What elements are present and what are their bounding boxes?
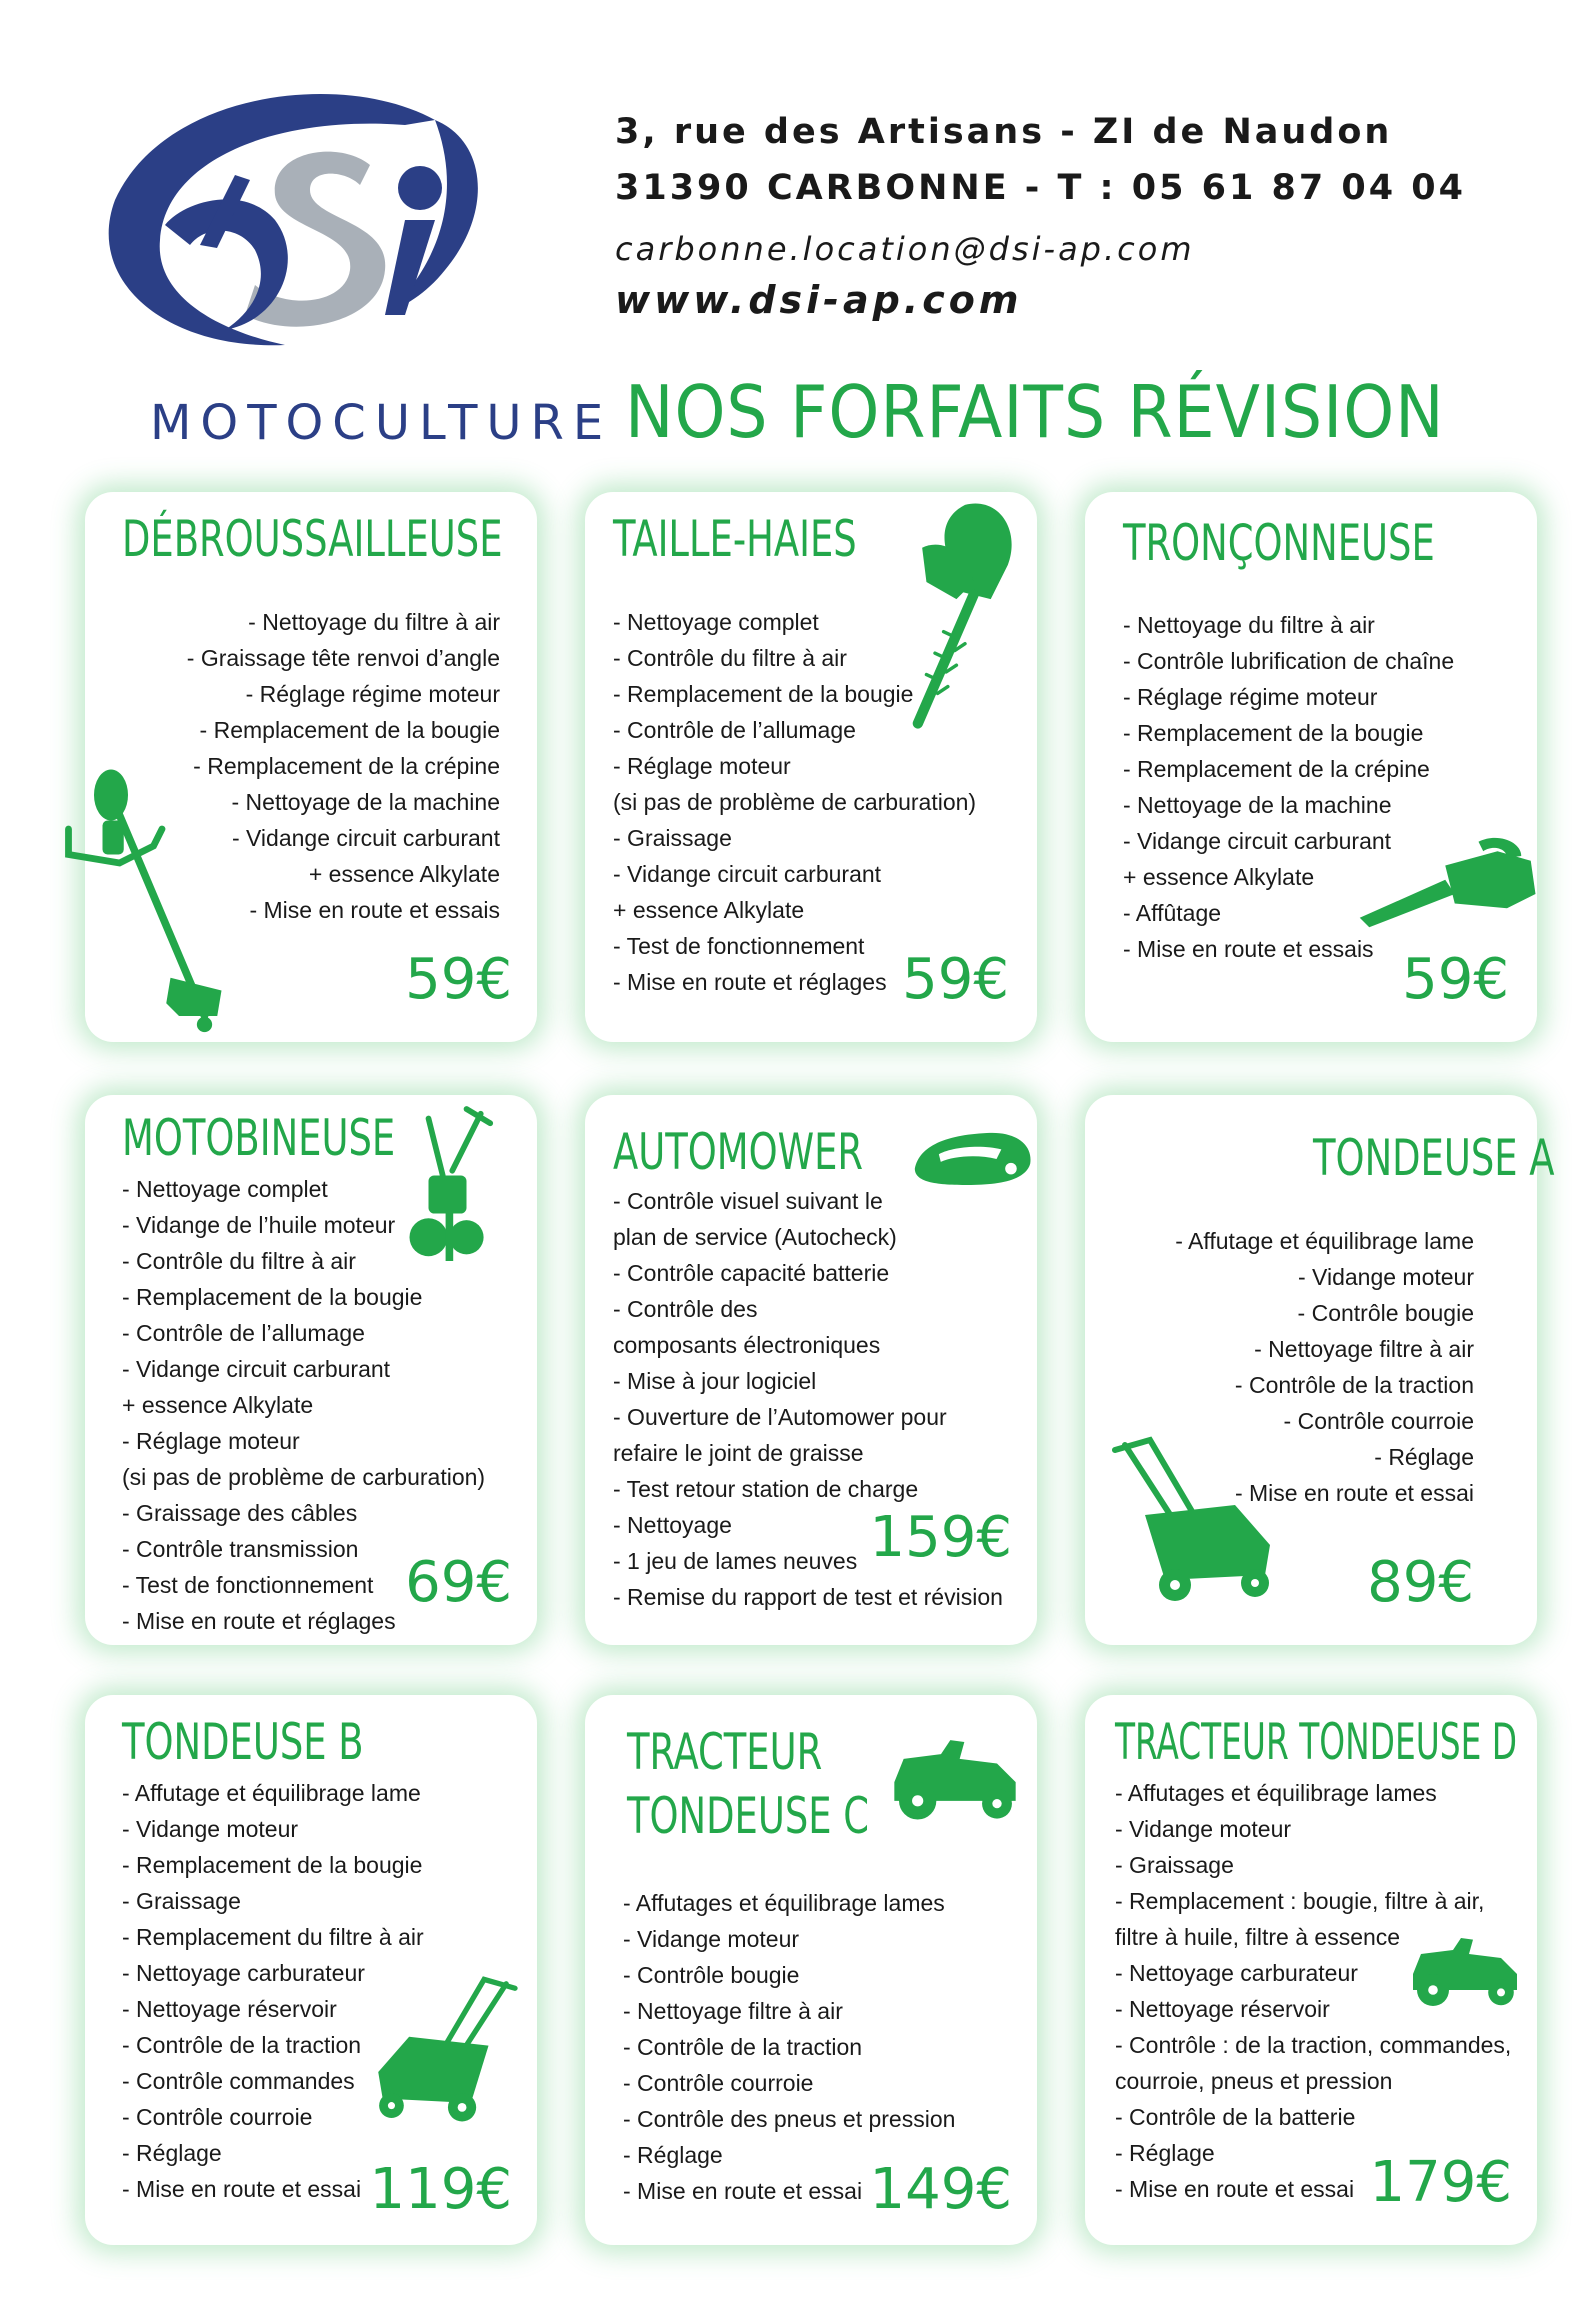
list-item: - Nettoyage de la machine <box>231 789 500 815</box>
card-title: TRONÇONNEUSE <box>1123 514 1435 572</box>
lawn-mower-icon <box>1105 1435 1295 1605</box>
list-item: - Mise à jour logiciel <box>613 1368 817 1394</box>
list-item: - Nettoyage carburateur <box>1115 1960 1358 1986</box>
dsi-logo <box>105 80 505 410</box>
list-item: - Réglage <box>623 2142 723 2168</box>
list-item: - Nettoyage <box>613 1512 732 1538</box>
card-automower <box>585 1095 1037 1645</box>
price: 59€ <box>902 947 1009 1012</box>
list-item: + essence Alkylate <box>613 897 805 923</box>
card-title-line-2: TONDEUSE C <box>627 1787 870 1845</box>
card-title-line-1: TRACTEUR <box>627 1723 823 1781</box>
price: 119€ <box>369 2157 512 2222</box>
list-item: - Réglage moteur <box>122 1428 300 1454</box>
list-item: - Affutage et équilibrage lame <box>122 1780 421 1806</box>
card-tracteur-d <box>1085 1695 1537 2245</box>
list-item: - Affûtage <box>1123 900 1222 926</box>
hedge-trimmer-icon <box>905 477 1025 747</box>
card-title: TONDEUSE A <box>1313 1129 1555 1187</box>
list-item: - Vidange moteur <box>623 1926 800 1952</box>
price: 69€ <box>405 1550 512 1615</box>
list-item: - Contrôle courroie <box>1283 1408 1474 1434</box>
list-item: - Remplacement de la bougie <box>199 717 500 743</box>
ride-on-mower-icon <box>885 1730 1025 1825</box>
list-item: - Contrôle courroie <box>122 2104 313 2130</box>
card-motobineuse <box>85 1095 537 1645</box>
list-item: - Contrôle transmission <box>122 1536 359 1562</box>
list-item: - Test de fonctionnement <box>122 1572 374 1598</box>
list-item: - Vidange moteur <box>122 1816 299 1842</box>
list-item: - Vidange circuit carburant <box>613 861 882 887</box>
list-item: - Remplacement de la bougie <box>613 681 914 707</box>
list-item: - Graissage <box>613 825 732 851</box>
card-title: TONDEUSE B <box>122 1713 364 1771</box>
list-item: - Nettoyage filtre à air <box>623 1998 843 2024</box>
list-item: - Remplacement du filtre à air <box>122 1924 424 1950</box>
chainsaw-icon <box>1355 837 1545 932</box>
list-item: - Réglage moteur <box>613 753 791 779</box>
list-item: - Nettoyage réservoir <box>122 1996 337 2022</box>
card-title: MOTOBINEUSE <box>122 1109 396 1167</box>
list-item: - Remise du rapport de test et révision <box>613 1584 1003 1610</box>
list-item: - Affutages et équilibrage lames <box>1115 1780 1437 1806</box>
list-item: filtre à huile, filtre à essence <box>1115 1924 1401 1950</box>
list-item: - Graissage tête renvoi d’angle <box>186 645 500 671</box>
list-item: - Contrôle du filtre à air <box>122 1248 356 1274</box>
list-item: - Contrôle de la traction <box>122 2032 362 2058</box>
list-item: - Test de fonctionnement <box>613 933 865 959</box>
list-item: - Réglage régime moteur <box>1123 684 1378 710</box>
tiller-icon <box>400 1100 495 1270</box>
list-item: - Affutage et équilibrage lame <box>1175 1228 1474 1254</box>
list-item: - Nettoyage du filtre à air <box>1123 612 1375 638</box>
card-title: DÉBROUSSAILLEUSE <box>122 510 503 568</box>
list-item: (si pas de problème de carburation) <box>122 1464 486 1490</box>
price: 89€ <box>1367 1550 1474 1615</box>
list-item: courroie, pneus et pression <box>1115 2068 1393 2094</box>
list-item: - Nettoyage réservoir <box>1115 1996 1330 2022</box>
list-item: plan de service (Autocheck) <box>613 1224 897 1250</box>
list-item: refaire le joint de graisse <box>613 1440 864 1466</box>
list-item: - Contrôle de l’allumage <box>613 717 856 743</box>
list-item: - Réglage régime moteur <box>245 681 500 707</box>
list-item: - Nettoyage complet <box>613 609 819 635</box>
price: 59€ <box>405 947 512 1012</box>
list-item: - Graissage <box>122 1888 241 1914</box>
list-item: - Contrôle de la batterie <box>1115 2104 1356 2130</box>
list-item: - Mise en route et essais <box>1123 936 1374 962</box>
list-item: - Test retour station de charge <box>613 1476 919 1502</box>
card-tondeuse-a <box>1085 1095 1555 1645</box>
card-tracteur-c <box>585 1695 1037 2245</box>
list-item: - Contrôle de la traction <box>623 2034 863 2060</box>
list-item: - Remplacement de la bougie <box>122 1852 423 1878</box>
card-title: AUTOMOWER <box>613 1123 864 1181</box>
list-item: - Vidange de l’huile moteur <box>122 1212 396 1238</box>
list-item: - Contrôle de l’allumage <box>122 1320 365 1346</box>
list-item: (si pas de problème de carburation) <box>613 789 977 815</box>
list-item: - Mise en route et réglages <box>613 969 887 995</box>
list-item: - Nettoyage de la machine <box>1123 792 1392 818</box>
list-item: - Vidange circuit carburant <box>122 1356 391 1382</box>
list-item: - Mise en route et essai <box>1234 1480 1474 1506</box>
list-item: - Contrôle capacité batterie <box>613 1260 890 1286</box>
brand-name: MOTOCULTURE <box>150 395 613 451</box>
list-item: - Contrôle des pneus et pression <box>623 2106 956 2132</box>
price: 59€ <box>1402 947 1509 1012</box>
list-item: - Contrôle des <box>613 1296 758 1322</box>
ride-on-mower-icon <box>1405 1930 1525 2010</box>
list-item: - Réglage <box>1115 2140 1215 2166</box>
price: 159€ <box>869 1505 1012 1570</box>
list-item: - Mise en route et essai <box>623 2178 863 2204</box>
address-line-1: 3, rue des Artisans - ZI de Naudon <box>615 112 1393 152</box>
list-item: - Vidange circuit carburant <box>231 825 500 851</box>
list-item: - Remplacement de la crépine <box>1123 756 1430 782</box>
card-title: TAILLE-HAIES <box>613 510 857 568</box>
service-list <box>187 604 500 928</box>
list-item: - Mise en route et essai <box>122 2176 362 2202</box>
list-item: - Remplacement de la bougie <box>122 1284 423 1310</box>
list-item: - Graissage des câbles <box>122 1500 358 1526</box>
card-tondeuse-b <box>85 1695 537 2245</box>
list-item: + essence Alkylate <box>308 861 500 887</box>
list-item: + essence Alkylate <box>1123 864 1315 890</box>
list-item: - Contrôle du filtre à air <box>613 645 847 671</box>
list-item: - Mise en route et essais <box>249 897 500 923</box>
list-item: - Contrôle bougie <box>1297 1300 1474 1326</box>
list-item: - Affutages et équilibrage lames <box>623 1890 945 1916</box>
list-item: - Contrôle visuel suivant le <box>613 1188 883 1214</box>
list-item: - Vidange moteur <box>1115 1816 1292 1842</box>
list-item: composants électroniques <box>613 1332 881 1358</box>
price: 179€ <box>1369 2150 1512 2215</box>
card-debroussailleuse <box>85 492 537 1042</box>
list-item: - Vidange circuit carburant <box>1123 828 1392 854</box>
list-item: - Réglage <box>122 2140 222 2166</box>
card-tronconneuse <box>1085 492 1537 1042</box>
list-item: - Nettoyage carburateur <box>122 1960 365 1986</box>
list-item: - Contrôle lubrification de chaîne <box>1123 648 1455 674</box>
list-item: - Nettoyage filtre à air <box>1254 1336 1474 1362</box>
address-line-2: 31390 CARBONNE - T : 05 61 87 04 04 <box>615 168 1467 208</box>
list-item: - Graissage <box>1115 1852 1234 1878</box>
lawn-mower-icon <box>355 1975 525 2125</box>
list-item: - Contrôle commandes <box>122 2068 355 2094</box>
list-item: - Remplacement : bougie, filtre à air, <box>1115 1888 1485 1914</box>
card-taille-haies <box>585 492 1037 1042</box>
robot-mower-icon <box>910 1125 1035 1193</box>
list-item: - Réglage <box>1374 1444 1474 1470</box>
list-item: - Remplacement de la crépine <box>193 753 500 779</box>
list-item: - Mise en route et essai <box>1115 2176 1355 2202</box>
brush-cutter-icon <box>60 747 230 1047</box>
list-item: - Mise en route et réglages <box>122 1608 396 1634</box>
page-title: NOS FORFAITS RÉVISION <box>625 370 1445 454</box>
list-item: - Remplacement de la bougie <box>1123 720 1424 746</box>
list-item: - Ouverture de l’Automower pour <box>613 1404 947 1430</box>
list-item: - Nettoyage du filtre à air <box>248 609 500 635</box>
list-item: - Contrôle : de la traction, commandes, <box>1115 2032 1512 2058</box>
list-item: + essence Alkylate <box>122 1392 314 1418</box>
email-link[interactable]: carbonne.location@dsi-ap.com <box>615 230 1195 268</box>
list-item: - Vidange moteur <box>1297 1264 1474 1290</box>
list-item: - Nettoyage complet <box>122 1176 328 1202</box>
list-item: - Contrôle de la traction <box>1234 1372 1474 1398</box>
list-item: - 1 jeu de lames neuves <box>613 1548 858 1574</box>
card-title: TRACTEUR TONDEUSE D <box>1115 1713 1518 1771</box>
website-link[interactable]: www.dsi-ap.com <box>615 278 1023 322</box>
list-item: - Contrôle courroie <box>623 2070 814 2096</box>
list-item: - Contrôle bougie <box>623 1962 800 1988</box>
price: 149€ <box>869 2157 1012 2222</box>
